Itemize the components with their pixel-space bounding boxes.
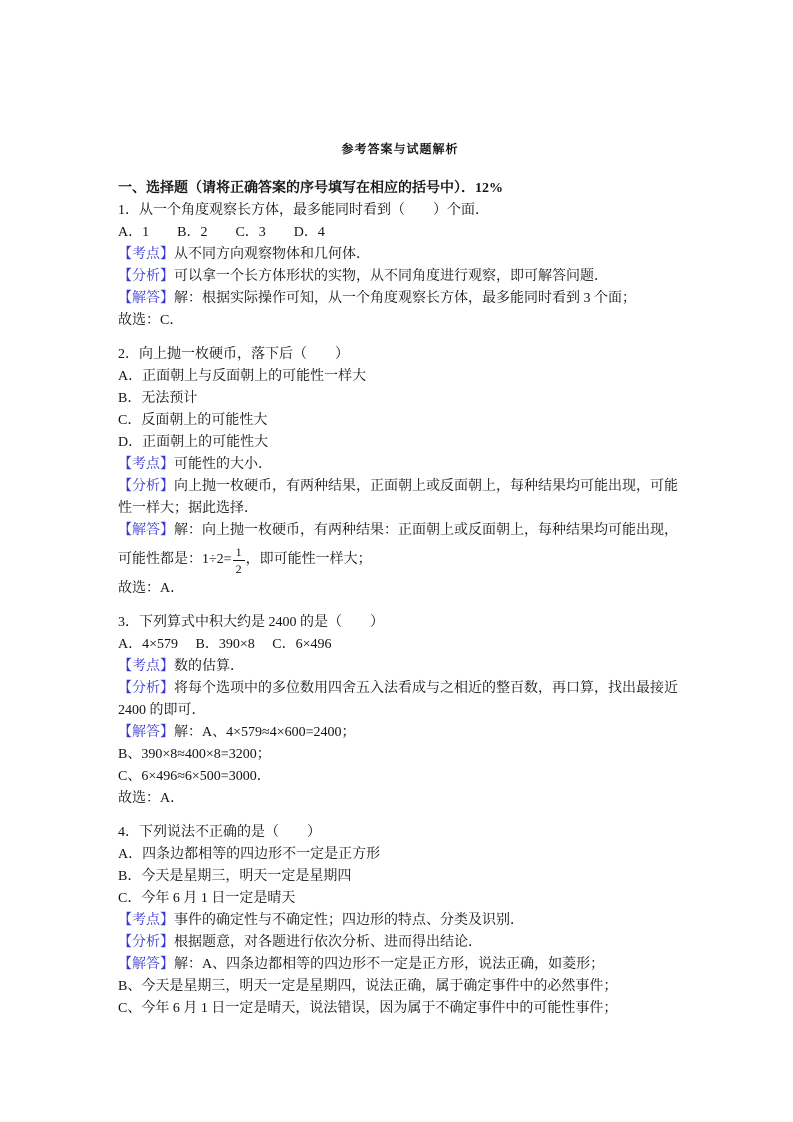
question-2-kaodian — [118, 454, 682, 476]
question-4-jieda-line3: C、今年 6 月 1 日一定是晴天，说法错误，因为属于不确定事件中的可能性事件； — [118, 1001, 618, 1016]
fenxi-text: 可以拿一个长方体形状的实物，从不同角度进行观察，即可解答问题． — [174, 269, 608, 284]
question-3-jieda-line1 — [118, 722, 682, 744]
jieda-text: 解：根据实际操作可知，从一个角度观察长方体，最多能同时看到 3 个面； — [174, 291, 636, 306]
question-3-fenxi-line1 — [118, 678, 682, 700]
question-2-fenxi-line1 — [118, 476, 682, 498]
question-3-fenxi-line2: 2400 的即可． — [118, 703, 206, 718]
fraction-denominator: 2 — [235, 561, 242, 576]
document-content — [118, 141, 682, 1020]
question-2-option-b: B．无法预计 — [118, 391, 198, 406]
jieda-frac-pre: 可能性都是：1÷2= — [118, 552, 232, 567]
fenxi-label: 【分析】 — [118, 935, 174, 950]
question-4-option-c: C．今年 6 月 1 日一定是晴天 — [118, 891, 296, 906]
question-2-jieda-line2 — [118, 542, 682, 578]
question-2 — [118, 344, 682, 600]
fenxi-text: 向上抛一枚硬币，有两种结果，正面朝上或反面朝上，每种结果均可能出现，可能 — [174, 479, 678, 494]
question-4-option-b: B．今天是星期三，明天一定是星期四 — [118, 869, 352, 884]
question-4-stem: 4．下列说法不正确的是（ ） — [118, 825, 321, 840]
question-1-jieda — [118, 288, 682, 310]
question-1-stem: 1．从一个角度观察长方体，最多能同时看到（ ）个面． — [118, 203, 489, 218]
fenxi-label: 【分析】 — [118, 479, 174, 494]
question-3-options: A．4×579 B．390×8 C．6×496 — [118, 637, 332, 652]
jieda-text: 解：A、四条边都相等的四边形不一定是正方形，说法正确，如菱形； — [174, 957, 605, 972]
question-1-kaodian — [118, 244, 682, 266]
question-4-jieda-line1 — [118, 954, 682, 976]
jieda-frac-post: ，即可能性一样大； — [245, 552, 372, 567]
fenxi-label: 【分析】 — [118, 269, 174, 284]
kaodian-text: 数的估算． — [174, 659, 244, 674]
question-4 — [118, 822, 682, 1020]
question-4-kaodian — [118, 910, 682, 932]
question-2-option-c: C．反面朝上的可能性大 — [118, 413, 268, 428]
fraction-one-half — [233, 546, 245, 575]
question-2-option-d: D．正面朝上的可能性大 — [118, 435, 269, 450]
jieda-label: 【解答】 — [118, 523, 174, 538]
question-1 — [118, 200, 682, 332]
question-3 — [118, 612, 682, 810]
question-2-conclusion: 故选：A． — [118, 581, 185, 596]
question-3-kaodian — [118, 656, 682, 678]
jieda-label: 【解答】 — [118, 957, 174, 972]
kaodian-text: 可能性的大小． — [174, 457, 272, 472]
kaodian-label: 【考点】 — [118, 913, 174, 928]
fenxi-label: 【分析】 — [118, 681, 174, 696]
question-1-options: A．1 B．2 C．3 D．4 — [118, 225, 325, 240]
jieda-text: 解：A、4×579≈4×600=2400； — [174, 725, 356, 740]
jieda-label: 【解答】 — [118, 725, 174, 740]
jieda-text: 解：向上抛一枚硬币，有两种结果：正面朝上或反面朝上，每种结果均可能出现， — [174, 523, 678, 538]
fenxi-text: 根据题意，对各题进行依次分析、进而得出结论． — [174, 935, 482, 950]
question-3-jieda-line2: B、390×8≈400×8=3200； — [118, 747, 271, 762]
question-2-jieda-line1 — [118, 520, 682, 542]
kaodian-label: 【考点】 — [118, 247, 174, 262]
question-1-fenxi — [118, 266, 682, 288]
kaodian-text: 从不同方向观察物体和几何体． — [174, 247, 370, 262]
kaodian-text: 事件的确定性与不确定性；四边形的特点、分类及识别． — [174, 913, 524, 928]
question-4-fenxi — [118, 932, 682, 954]
fenxi-text: 将每个选项中的多位数用四舍五入法看成与之相近的整百数，再口算，找出最接近 — [174, 681, 678, 696]
question-3-stem: 3．下列算式中积大约是 2400 的是（ ） — [118, 615, 384, 630]
kaodian-label: 【考点】 — [118, 659, 174, 674]
question-3-jieda-line3: C、6×496≈6×500=3000． — [118, 769, 271, 784]
fraction-numerator: 1 — [233, 546, 245, 561]
question-1-conclusion: 故选：C． — [118, 313, 184, 328]
section-heading: 一、选择题（请将正确答案的序号填写在相应的括号中）．12% — [118, 181, 503, 196]
question-4-jieda-line2: B、今天是星期三，明天一定是星期四，说法正确，属于确定事件中的必然事件； — [118, 979, 618, 994]
question-2-fenxi-line2: 性一样大；据此选择． — [118, 501, 258, 516]
kaodian-label: 【考点】 — [118, 457, 174, 472]
question-2-stem: 2．向上抛一枚硬币，落下后（ ） — [118, 347, 349, 362]
page-title: 参考答案与试题解析 — [341, 142, 459, 156]
question-4-option-a: A．四条边都相等的四边形不一定是正方形 — [118, 847, 381, 862]
question-2-option-a: A．正面朝上与反面朝上的可能性一样大 — [118, 369, 367, 384]
jieda-label: 【解答】 — [118, 291, 174, 306]
question-3-conclusion: 故选：A． — [118, 791, 185, 806]
